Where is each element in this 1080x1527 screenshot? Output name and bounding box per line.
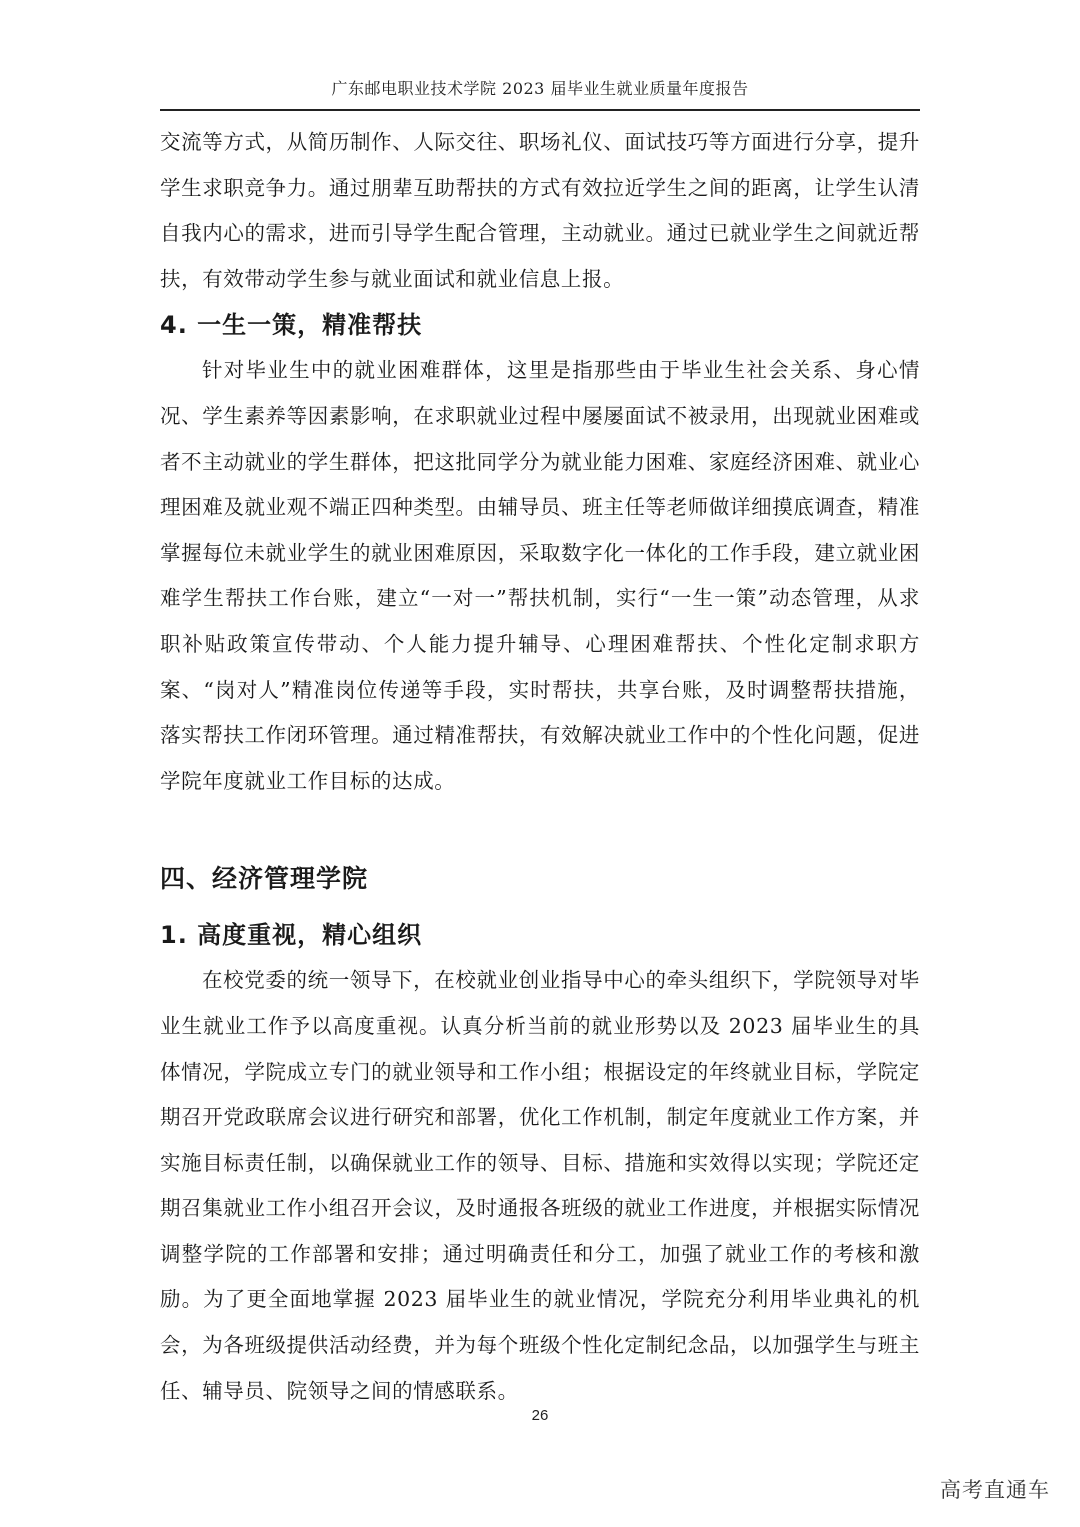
- section-gap: [160, 804, 920, 856]
- body-paragraph-1: 在校党委的统一领导下，在校就业创业指导中心的牵头组织下，学院领导对毕业生就业工作予以高度重视。认真分析当前的就业形势以及 2023 届毕业生的具体情况，学院成立专门的就业领导和工作小组；根据设定的年终就业目标，学院定期召开党政联席会议进行研究和部署，优化工作机制，制定年度就业工作方案，并实施目标责任制，以确保就业工作的领导、目标、措施和实效得以实现；学院还定期召集就业工作小组召开会议，及时通报各班级的就业工作进度，并根据实际情况调整学院的工作部署和安排；通过明确责任和分工，加强了就业工作的考核和激励。为了更全面地掌握 2023 届毕业生的就业情况，学院充分利用毕业典礼的机会，为各班级提供活动经费，并为每个班级个性化定制纪念品，以加强学生与班主任、辅导员、院领导之间的情感联系。: [160, 968, 920, 1403]
- header-rule: [160, 109, 920, 111]
- heading-gap: [160, 902, 920, 912]
- body-paragraph-4: 针对毕业生中的就业困难群体，这里是指那些由于毕业生社会关系、身心情况、学生素养等因素影响，在求职就业过程中屡屡面试不被录用，出现就业困难或者不主动就业的学生群体，把这批同学分为就业能力困难、家庭经济困难、就业心理困难及就业观不端正四种类型。由辅导员、班主任等老师做详细摸底调查，精准掌握每位未就业学生的就业困难原因，采取数字化一体化的工作手段，建立就业困难学生帮扶工作台账，建立“一对一”帮扶机制，实行“一生一策”动态管理，从求职补贴政策宣传带动、个人能力提升辅导、心理困难帮扶、个性化定制求职方案、“岗对人”精准岗位传递等手段，实时帮扶，共享台账，及时调整帮扶措施，落实帮扶工作闭环管理。通过精准帮扶，有效解决就业工作中的个性化问题，促进学院年度就业工作目标的达成。: [160, 358, 920, 793]
- watermark-text: 高考直通车: [940, 1478, 1050, 1502]
- subheading-1: 1. 高度重视，精心组织: [160, 921, 423, 950]
- page-content: [160, 120, 920, 1414]
- page-number: 26: [531, 1407, 549, 1424]
- subheading-4: 4. 一生一策，精准帮扶: [160, 311, 423, 340]
- running-header: 广东邮电职业技术学院 2023 届毕业生就业质量年度报告: [331, 79, 749, 98]
- body-paragraph-continued: 交流等方式，从简历制作、人际交往、职场礼仪、面试技巧等方面进行分享，提升学生求职竞争力。通过朋辈互助帮扶的方式有效拉近学生之间的距离，让学生认清自我内心的需求，进而引导学生配合管理，主动就业。通过已就业学生之间就近帮扶，有效带动学生参与就业面试和就业信息上报。: [160, 130, 920, 291]
- section-heading: 四、经济管理学院: [160, 864, 369, 894]
